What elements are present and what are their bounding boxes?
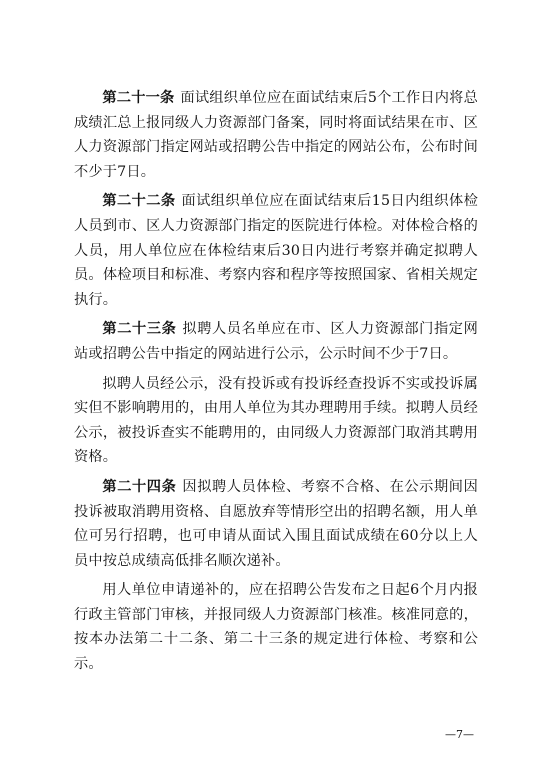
paragraph-text: 面试组织单位应在面试结束后5个工作日内将总成绩汇总上报同级人力资源部门备案，同时将面试结果在市、区人力资源部门指定网站或招聘公告中指定的网站公布，公布时间不少于7日。 bbox=[74, 90, 478, 180]
paragraph-article-24-continuation bbox=[74, 578, 478, 676]
article-number: 第二十三条 bbox=[102, 321, 177, 338]
paragraph-text: 拟聘人员名单应在市、区人力资源部门指定网站或招聘公告中指定的网站进行公示，公示时间不少于7日。 bbox=[74, 321, 478, 362]
document-body bbox=[74, 86, 478, 682]
paragraph-article-22 bbox=[74, 189, 478, 312]
paragraph-text: 用人单位申请递补的，应在招聘公告发布之日起6个月内报行政主管部门审核，并报同级人力资源部门核准。核准同意的，按本办法第二十二条、第二十三条的规定进行体检、考察和公示。 bbox=[74, 582, 478, 673]
paragraph-article-21 bbox=[74, 86, 478, 184]
paragraph-article-23 bbox=[74, 317, 478, 366]
article-number: 第二十一条 bbox=[102, 90, 175, 106]
page-number: —7— bbox=[445, 728, 474, 741]
paragraph-article-23-continuation bbox=[74, 372, 478, 470]
paragraph-text: 面试组织单位应在面试结束后15日内组织体检人员到市、区人力资源部门指定的医院进行体检。对体检合格的人员，用人单位应在体检结束后30日内进行考察并确定拟聘人员。体检项目和标准、考察内容和程序等按照国家、省相关规定执行。 bbox=[74, 193, 478, 308]
article-number: 第二十二条 bbox=[102, 193, 176, 210]
paragraph-text: 拟聘人员经公示，没有投诉或有投诉经查投诉不实或投诉属实但不影响聘用的，由用人单位为其办理聘用手续。拟聘人员经公示，被投诉查实不能聘用的，由同级人力资源部门取消其聘用资格。 bbox=[74, 375, 478, 466]
paragraph-text: 因拟聘人员体检、考察不合格、在公示期间因投诉被取消聘用资格、自愿放弃等情形空出的招聘名额，用人单位可另行招聘，也可申请从面试入围且面试成绩在60分以上人员中按总成绩高低排名顺次递补。 bbox=[74, 478, 478, 569]
paragraph-article-24 bbox=[74, 475, 478, 573]
article-number: 第二十四条 bbox=[102, 478, 177, 495]
